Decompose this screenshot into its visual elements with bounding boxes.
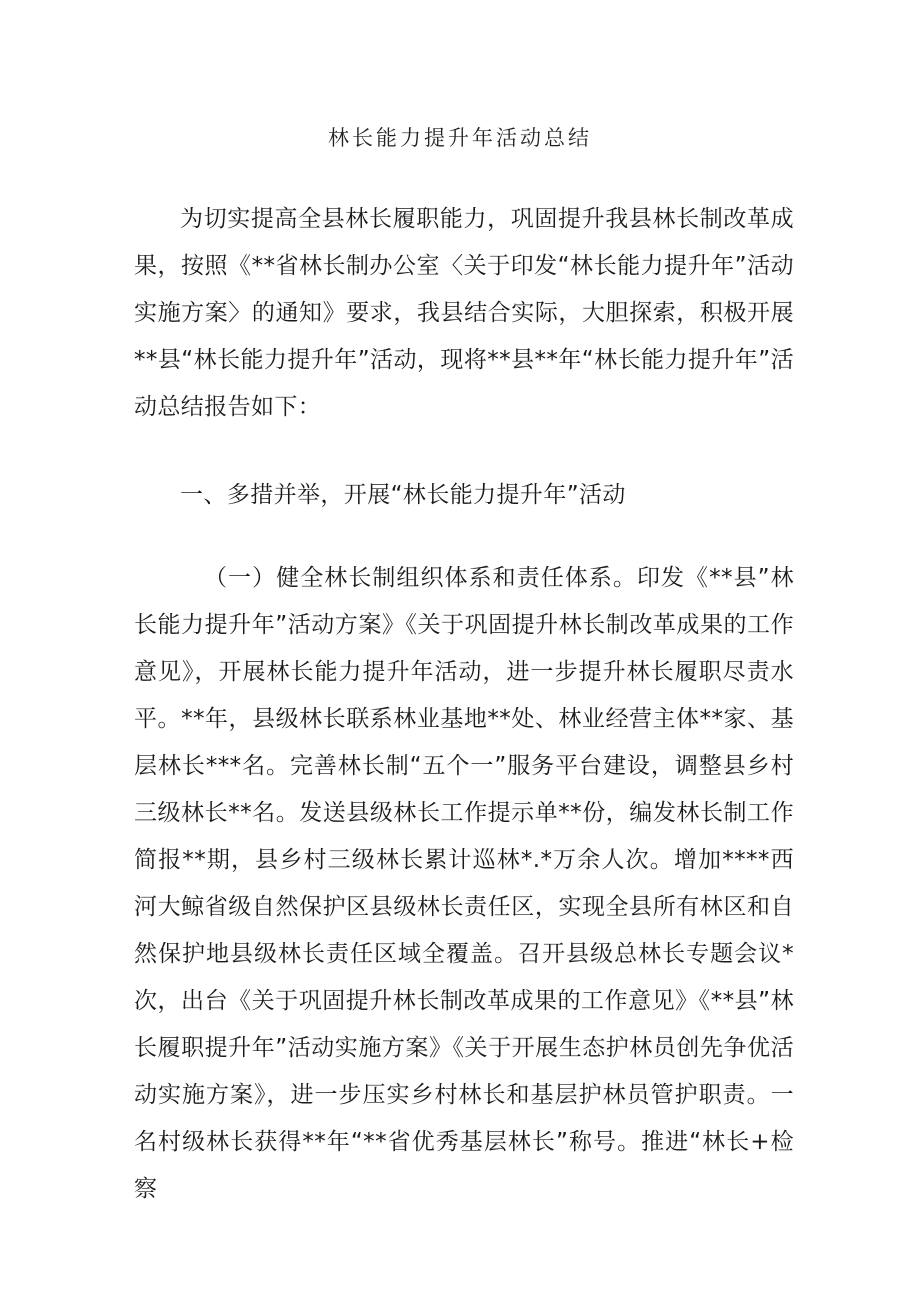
document-title: 林长能力提升年活动总结 — [328, 126, 592, 150]
section-1-paragraph: （一）健全林长制组织体系和责任体系。印发《**县”林长能力提升年”活动方案》《关于巩固提升林长制改革成果的工作意见》，开展林长能力提升年活动，进一步提升林长履职尽责水平。**年，县级林长联系林业基地**处、林业经营主体**家、基层林长***名。完善林长制“五个一”服务平台建设，调整县乡村三级林长**名。发送县级林长工作提示单**份，编发林长制工作简报**期，县乡村三级林长累计巡林*.*万余人次。增加****西河大鲸省级自然保护区县级林长责任区，实现全县所有林区和自然保护地县级林长责任区域全覆盖。召开县级总林长专题会议*次，出台《关于巩固提升林长制改革成果的工作意见》《**县”林长履职提升年”活动实施方案》《关于开展生态护林员创先争优活动实施方案》，进一步压实乡村林长和基层护林员管护职责。一名村级林长获得**年“**省优秀基层林长”称号。推进“林长+检察 — [134, 565, 794, 1202]
intro-paragraph: 为切实提高全县林长履职能力，巩固提升我县林长制改革成果，按照《**省林长制办公室〈关于印发“林长能力提升年”活动实施方案〉的通知》要求，我县结合实际，大胆探索，积极开展**县“林长能力提升年”活动，现将**县**年“林长能力提升年”活动总结报告如下： — [134, 206, 794, 420]
section-heading-1: 一、多措并举，开展“林长能力提升年”活动 — [180, 482, 626, 508]
